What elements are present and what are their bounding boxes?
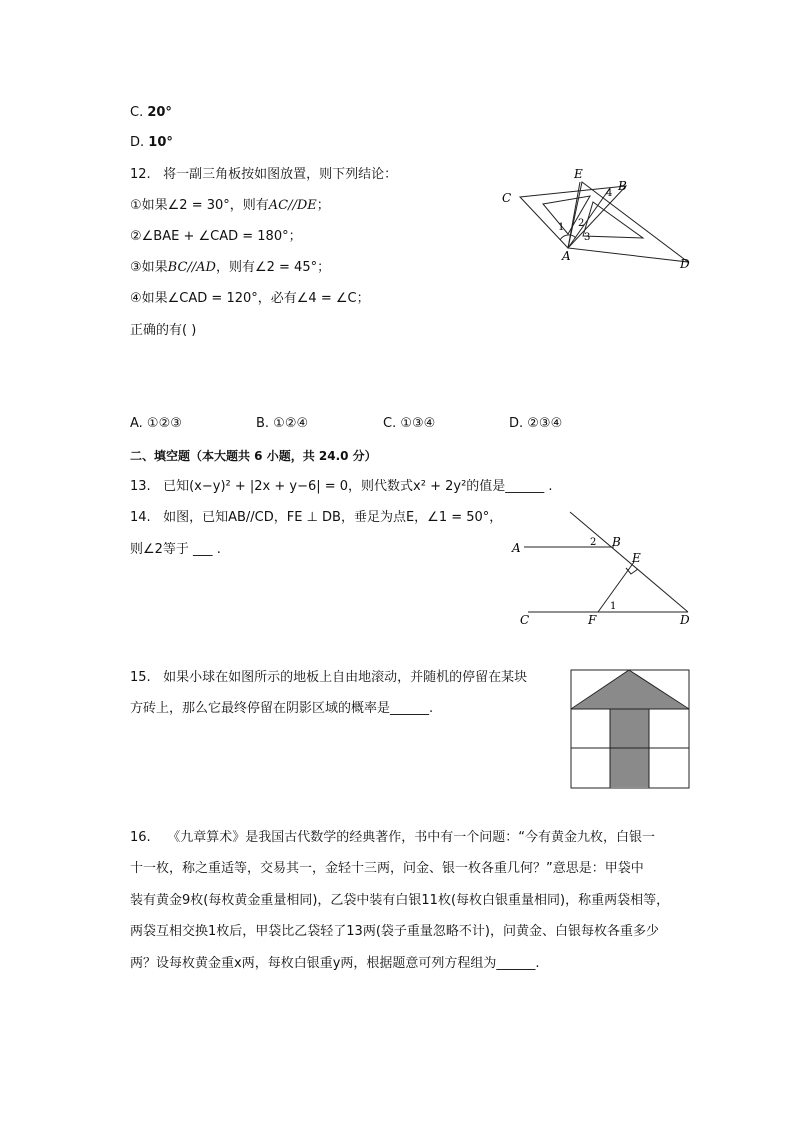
q12-number: 12. xyxy=(130,167,151,182)
q14-line-1: 14. 如图，已知AB//CD，FE ⊥ DB，垂足为点E，∠1 = 50°， xyxy=(130,510,503,525)
q11-option-c: C. 20° xyxy=(130,105,172,120)
q14-line-2: 则∠2等于 ___ . xyxy=(130,542,221,557)
q16-line-4: 两袋互相交换1枚后，甲袋比乙袋轻了13两(袋子重量忽略不计)，问黄金、白银每枚各重多少 xyxy=(130,924,659,939)
q12-label-a: A xyxy=(562,249,571,263)
q13-number: 13. xyxy=(130,479,151,494)
q12-statement-3: ③如果BC//AD，则有∠2 = 45°； xyxy=(130,260,331,275)
q16-line-5: 两？设每枚黄金重x两，每枚白银重y两，根据题意可列方程组为______. xyxy=(130,956,540,971)
q12-label-d: D xyxy=(680,257,690,271)
q12-label-e: E xyxy=(574,167,583,181)
q12-angle-2: 2 xyxy=(578,218,585,229)
q12-option-a: A. ①②③ xyxy=(130,416,182,431)
q15-line-1: 15. 如果小球在如图所示的地板上自由地滚动，并随机的停留在某块 xyxy=(130,670,528,685)
q16-line-2: 十一枚，称之重适等，交易其一，金轻十三两，问金、银一枚各重几何？”意思是：甲袋中 xyxy=(130,861,644,876)
q15-number: 15. xyxy=(130,670,151,685)
q13: 13. 已知(x−y)² + |2x + y−6| = 0，则代数式x² + 2y²的值是______ . xyxy=(130,479,553,494)
q12-ask: 正确的有( ) xyxy=(130,323,197,338)
q14-line-db xyxy=(570,512,688,612)
q12-stem: 12. 将一副三角板按如图放置，则下列结论： xyxy=(130,167,398,182)
q12-statement-1: ①如果∠2 = 30°，则有AC//DE； xyxy=(130,198,330,213)
q12-label-c: C xyxy=(502,191,512,205)
q12-label-b: B xyxy=(618,179,627,193)
q12-option-d: D. ②③④ xyxy=(509,416,563,431)
q14-number: 14. xyxy=(130,510,151,525)
q16-line-1: 16. 《九章算术》是我国古代数学的经典著作，书中有一个问题：“今有黄金九枚，白银一 xyxy=(130,830,655,845)
q12-statement-4: ④如果∠CAD = 120°，必有∠4 = ∠C； xyxy=(130,291,370,306)
q14-parallel-lines-figure xyxy=(510,508,700,633)
q12-option-b: B. ①②④ xyxy=(256,416,309,431)
q16-line-3: 装有黄金9枚(每枚黄金重量相同)，乙袋中装有白银11枚(每枚白银重量相同)，称重两袋相等， xyxy=(130,893,670,908)
q12-option-c: C. ①③④ xyxy=(383,416,436,431)
q14-label-a: A xyxy=(512,541,521,555)
q14-label-b: B xyxy=(612,535,621,549)
q11-option-d: D. 10° xyxy=(130,135,173,150)
q14-label-e: E xyxy=(632,551,641,565)
q14-label-d: D xyxy=(680,613,690,627)
q12-inner-triangle-2 xyxy=(583,202,643,238)
q14-label-c: C xyxy=(520,613,530,627)
q12-statement-2: ②∠BAE + ∠CAD = 180°； xyxy=(130,229,302,244)
q14-angle-2: 2 xyxy=(590,537,597,548)
q12-angle-4: 4 xyxy=(606,188,613,199)
q15-floor-tiles-figure xyxy=(570,669,690,789)
q15-line-2: 方砖上，那么它最终停留在阴影区域的概率是______. xyxy=(130,701,434,716)
q14-angle-1: 1 xyxy=(610,601,617,612)
q14-label-f: F xyxy=(588,613,597,627)
q12-triangle-figure xyxy=(498,166,698,276)
q15-shaded-arrow xyxy=(572,670,688,787)
q12-angle-3: 3 xyxy=(584,232,591,243)
section-fill-in-title: 二、填空题（本大题共 6 小题，共 24.0 分） xyxy=(130,449,377,463)
q16-number: 16. xyxy=(130,830,151,845)
q12-angle-1: 1 xyxy=(558,222,565,233)
